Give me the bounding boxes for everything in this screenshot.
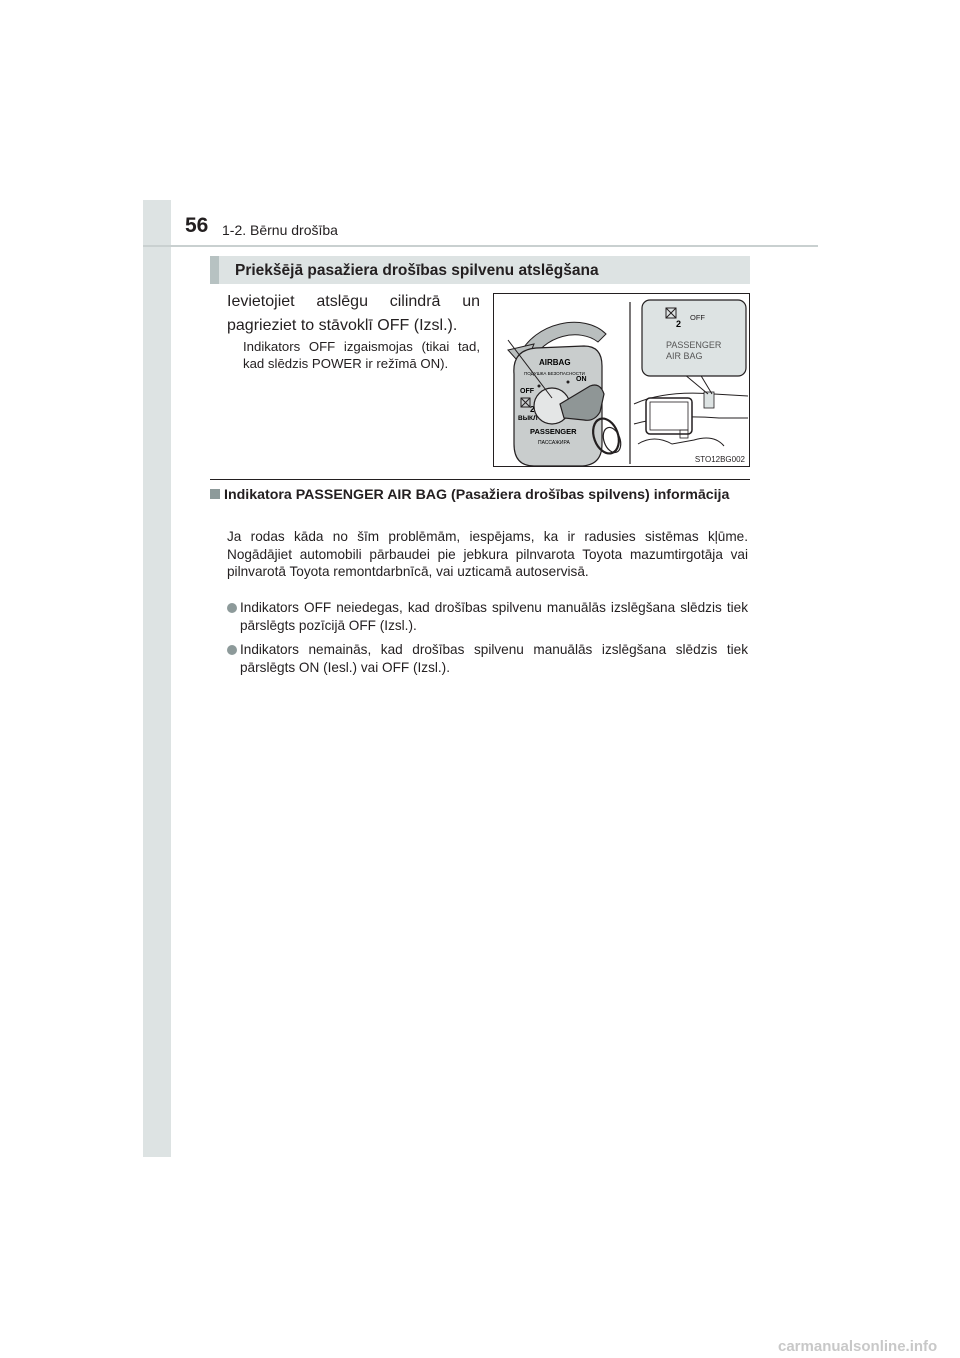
switch-label-off-ru: ВЫКЛ xyxy=(518,415,538,422)
section-title: Priekšējā pasažiera drošības spilvenu atslēgšana xyxy=(235,262,599,279)
airbag-switch-drawing xyxy=(494,294,751,468)
side-margin-bar xyxy=(143,200,171,1157)
info-paragraph: Ja rodas kāda no šīm problēmām, iespējams, ka ir radusies sistēmas kļūme. Nogādājiet automobili pārbaudei pie jebkura pilnvarota Toyota mazumtirgotāja vai pilnvarotā Toyota remontdarbnīcā, vai uzticamā autoservisā. xyxy=(227,529,748,580)
round-bullet-icon xyxy=(227,603,237,613)
list-item xyxy=(227,641,748,676)
round-bullet-icon xyxy=(227,645,237,655)
step-instruction: Ievietojiet atslēgu cilindrā un pagrieziet to stāvoklī OFF (Izsl.). xyxy=(227,293,480,334)
switch-label-passenger-ru: ПАССАЖИРА xyxy=(538,440,570,446)
switch-label-airbag: AIRBAG xyxy=(539,358,571,367)
indicator-passenger-label: PASSENGER xyxy=(666,340,722,350)
chapter-title: 1-2. Bērnu drošība xyxy=(222,222,338,238)
svg-text:2: 2 xyxy=(530,405,535,414)
switch-label-airbag-ru: ПОДУШКА БЕЗОПАСНОСТИ xyxy=(524,371,585,376)
svg-text:2: 2 xyxy=(676,319,682,329)
list-item-text: Indikators OFF neiedegas, kad drošības spilvenu manuālās izslēgšana slēdzis tiek pārslēgts pozīcijā OFF (Izsl.). xyxy=(240,600,748,633)
illustration-code: STO12BG002 xyxy=(694,455,745,464)
page-number: 56 xyxy=(185,214,209,237)
switch-label-on: ON xyxy=(576,376,587,383)
info-heading-text: Indikatora PASSENGER AIR BAG (Pasažiera drošības spilvens) informācija xyxy=(224,487,730,503)
list-item xyxy=(227,599,748,634)
header-divider xyxy=(143,245,818,247)
step-note: Indikators OFF izgaismojas (tikai tad, kad slēdzis POWER ir režīmā ON). xyxy=(243,339,480,371)
section-divider xyxy=(210,479,750,480)
indicator-off-label: OFF xyxy=(690,313,705,322)
info-heading xyxy=(210,486,750,504)
section-header xyxy=(210,256,750,284)
indicator-airbag-label: AIR BAG xyxy=(666,351,703,361)
switch-label-passenger: PASSENGER xyxy=(530,427,577,436)
airbag-switch-illustration xyxy=(493,293,750,467)
square-bullet-icon xyxy=(210,489,220,499)
switch-label-off: OFF xyxy=(520,388,534,395)
watermark: carmanualsonline.info xyxy=(778,1338,938,1355)
list-item-text: Indikators nemainās, kad drošības spilvenu manuālās izslēgšana slēdzis tiek pārslēgts ON (Iesl.) vai OFF (Izsl.). xyxy=(240,642,748,675)
